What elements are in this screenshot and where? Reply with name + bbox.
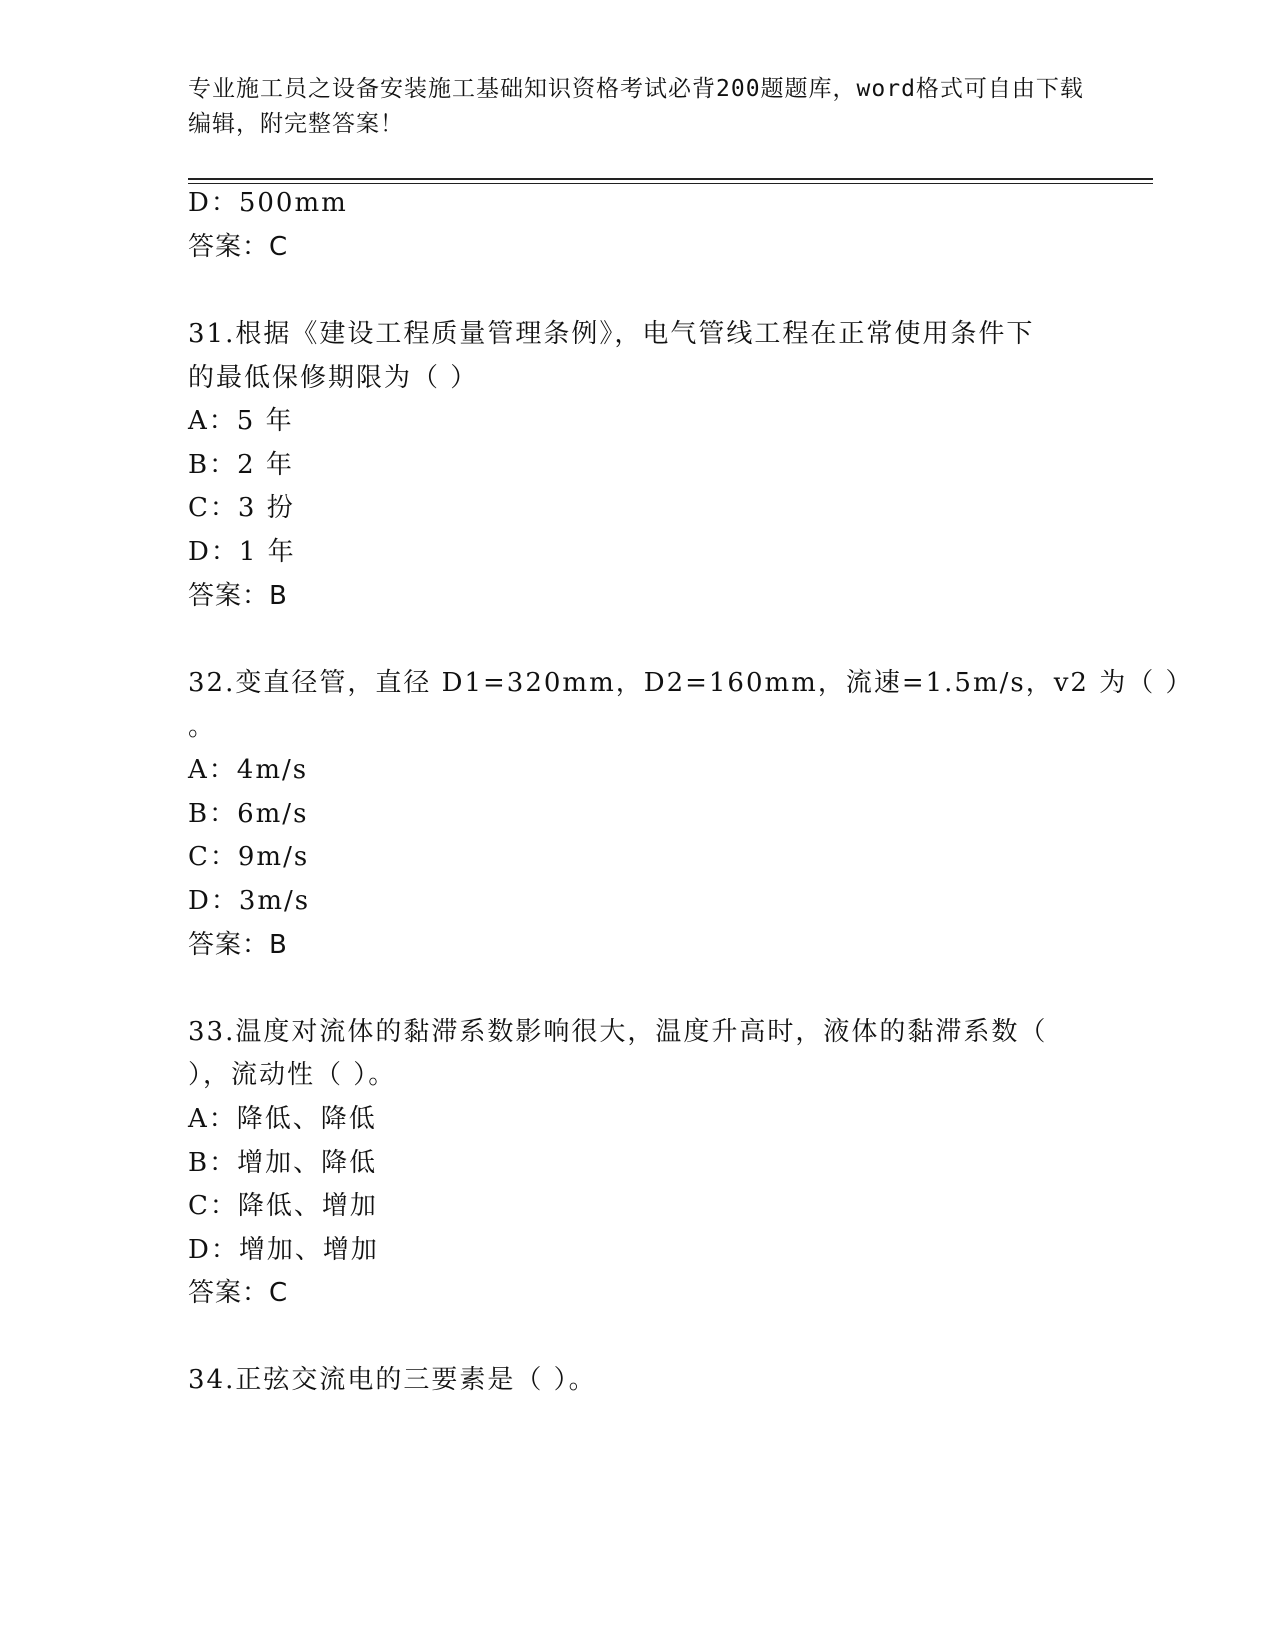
q31-option-b: B：2 年 <box>188 450 294 480</box>
q31-stem-line2: 的最低保修期限为（ ） <box>188 363 479 393</box>
q32-answer: 答案：B <box>188 930 288 960</box>
header-rule-thick <box>188 178 1153 180</box>
q33-option-d: D：增加、增加 <box>188 1235 379 1265</box>
q31-option-d: D：1 年 <box>188 537 296 567</box>
q33-option-c: C：降低、增加 <box>188 1191 378 1221</box>
q31-answer: 答案：B <box>188 581 288 611</box>
q33-stem-line2: ），流动性（ ）。 <box>188 1060 397 1090</box>
q31-option-c: C：3 扮 <box>188 493 295 523</box>
q32-stem-line1: 32.变直径管，直径 D1=320mm，D2=160mm，流速=1.5m/s，v2 为（ ） <box>188 668 1194 698</box>
q30-answer: 答案：C <box>188 232 289 262</box>
q32-option-d: D：3m/s <box>188 886 311 916</box>
q32-stem-line2: 。 <box>188 712 217 742</box>
q32-option-b: B：6m/s <box>188 799 309 829</box>
q33-stem-line1: 33.温度对流体的黏滞系数影响很大，温度升高时，液体的黏滞系数（ <box>188 1017 1048 1047</box>
q33-option-b: B：增加、降低 <box>188 1148 378 1178</box>
q33-option-a: A：降低、降低 <box>188 1104 377 1134</box>
q32-option-c: C：9m/s <box>188 842 310 872</box>
document-header: 专业施工员之设备安装施工基础知识资格考试必背200题题库，word格式可自由下载编辑，附完整答案！ <box>188 76 1084 137</box>
q32-option-a: A：4m/s <box>188 755 309 785</box>
q34-stem-line1: 34.正弦交流电的三要素是（ ）。 <box>188 1365 597 1395</box>
header-rule-thin <box>188 183 1153 184</box>
q33-answer: 答案：C <box>188 1278 289 1308</box>
q31-option-a: A：5 年 <box>188 406 294 436</box>
q31-stem-line1: 31.根据《建设工程质量管理条例》，电气管线工程在正常使用条件下 <box>188 319 1035 349</box>
q30-option-d: D：500mm <box>188 188 348 218</box>
